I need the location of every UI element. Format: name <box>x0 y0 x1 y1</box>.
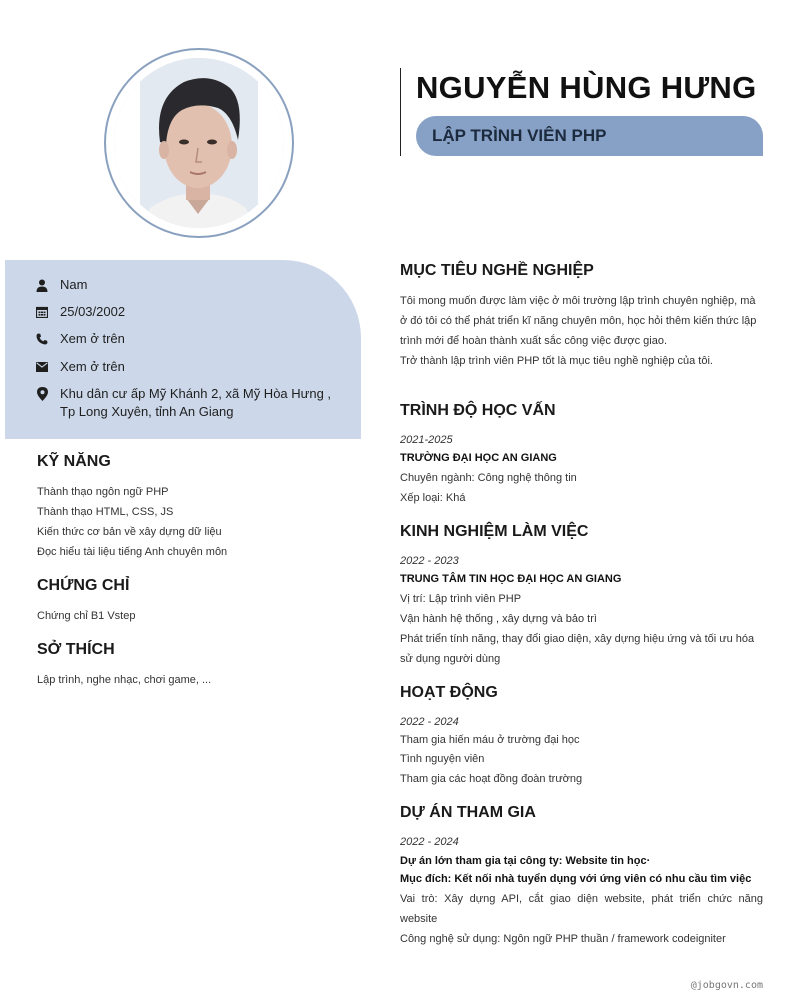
certificate-item: Chứng chỉ B1 Vstep <box>37 610 136 622</box>
contact-email <box>34 358 125 376</box>
skill-item: Kiến thức cơ bản về xây dựng dữ liệu <box>37 526 222 538</box>
gender-text: Nam <box>60 277 88 292</box>
skill-item: Thành thạo HTML, CSS, JS <box>37 506 174 518</box>
activities-period: 2022 - 2024 <box>400 716 459 728</box>
skill-item: Đọc hiểu tài liệu tiếng Anh chuyên môn <box>37 546 228 558</box>
hobbies-title: SỞ THÍCH <box>37 641 115 658</box>
calendar-icon <box>34 303 50 321</box>
location-pin-icon <box>34 385 50 403</box>
contact-phone <box>34 330 125 348</box>
profile-photo <box>114 58 284 228</box>
job-title: LẬP TRÌNH VIÊN PHP <box>432 126 607 145</box>
address-line-2: Tp Long Xuyên, tỉnh An Giang <box>60 404 234 419</box>
projects-period: 2022 - 2024 <box>400 836 459 848</box>
education-period: 2021-2025 <box>400 434 453 446</box>
phone-text: Xem ở trên <box>60 331 125 346</box>
project-role-line-1: Vai trò: Xây dựng API, cắt giao diện website, phát triển chức năng <box>400 893 763 905</box>
birthday-text: 25/03/2002 <box>60 304 126 319</box>
job-title-banner <box>416 116 763 156</box>
experience-task: Vận hành hệ thống , xây dựng và bảo trì <box>400 613 597 625</box>
contact-gender <box>34 276 87 294</box>
profile-photo-frame <box>104 48 294 238</box>
objective-title: MỤC TIÊU NGHỀ NGHIỆP <box>400 262 594 279</box>
experience-task: sử dụng người dùng <box>400 653 501 665</box>
address-line-1: Khu dân cư ấp Mỹ Khánh 2, xã Mỹ Hòa Hưng , <box>60 386 332 401</box>
project-tech: Công nghệ sử dụng: Ngôn ngữ PHP thuần / framework codeigniter <box>400 933 726 945</box>
education-school: TRƯỜNG ĐẠI HỌC AN GIANG <box>400 452 557 464</box>
hobby-item: Lập trình, nghe nhạc, chơi game, ... <box>37 674 212 686</box>
activity-item: Tình nguyện viên <box>400 753 485 765</box>
experience-position: Vị trí: Lập trình viên PHP <box>400 593 522 605</box>
activity-item: Tham gia hiến máu ở trường đại học <box>400 734 580 746</box>
project-role <box>400 889 763 929</box>
mail-icon <box>34 358 50 376</box>
certificates-title: CHỨNG CHỈ <box>37 577 130 594</box>
objective-text-line: Trở thành lập trình viên PHP tốt là mục tiêu nghề nghiệp của tôi. <box>400 355 713 367</box>
address-text <box>60 385 331 421</box>
user-icon <box>34 276 50 294</box>
experience-company: TRUNG TÂM TIN HỌC ĐẠI HỌC AN GIANG <box>400 573 622 585</box>
experience-title: KINH NGHIỆM LÀM VIỆC <box>400 523 589 540</box>
objective-text-line: ở đó tôi có thể phát triển kĩ năng chuyên môn, học hỏi thêm kiến thức lập <box>400 315 757 327</box>
projects-title: DỰ ÁN THAM GIA <box>400 804 536 821</box>
candidate-name: NGUYỄN HÙNG HƯNG <box>416 70 757 105</box>
skill-item: Thành thạo ngôn ngữ PHP <box>37 486 169 498</box>
skills-title: KỸ NĂNG <box>37 453 111 470</box>
email-text: Xem ở trên <box>60 359 125 374</box>
project-purpose: Mục đích: Kết nối nhà tuyển dụng với ứng viên có nhu cầu tìm việc <box>400 873 752 885</box>
project-name: Dự án lớn tham gia tại công ty: Website tin học· <box>400 855 651 867</box>
phone-icon <box>34 330 50 348</box>
contact-address <box>34 385 331 421</box>
experience-task: Phát triển tính năng, thay đổi giao diện, xây dựng hiệu ứng và tối ưu hóa <box>400 633 755 645</box>
watermark: @jobgovn.com <box>690 980 763 991</box>
contact-birthday <box>34 303 125 321</box>
header-divider <box>400 68 401 156</box>
education-rank: Xếp loại: Khá <box>400 492 466 504</box>
education-major: Chuyên ngành: Công nghệ thông tin <box>400 472 577 484</box>
activities-title: HOẠT ĐỘNG <box>400 684 498 701</box>
education-title: TRÌNH ĐỘ HỌC VẤN <box>400 402 556 419</box>
objective-text-line: trình mới để hoàn thành xuất sắc công việc được giao. <box>400 335 667 347</box>
objective-text-line: Tôi mong muốn được làm việc ở môi trường lập trình chuyên nghiệp, mà <box>400 295 756 307</box>
experience-period: 2022 - 2023 <box>400 555 459 567</box>
activity-item: Tham gia các hoạt đồng đoàn trường <box>400 773 583 785</box>
project-role-line-2: website <box>400 913 438 925</box>
